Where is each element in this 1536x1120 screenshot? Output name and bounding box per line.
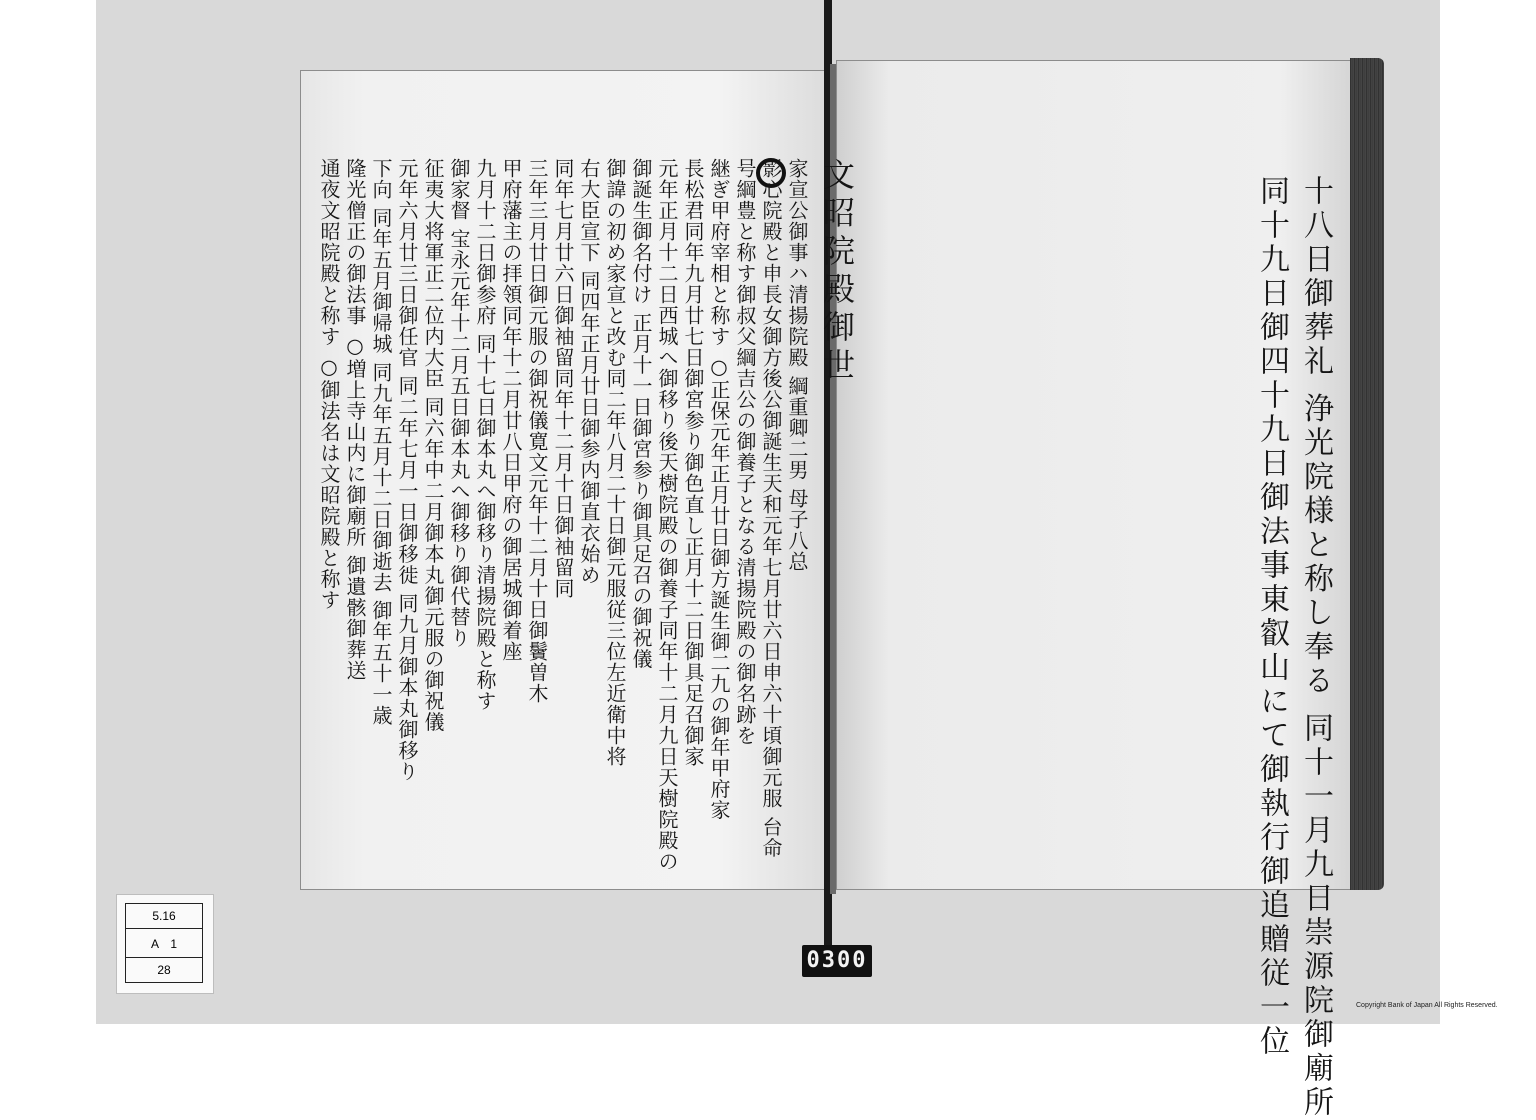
text-column: 御諱の初め家宣と改む同二年八月二十日御元服従三位左近衛中将	[603, 158, 627, 767]
text-column: 継ぎ甲府宰相と称す ○正保元年正月廿日御方誕生御二九の御年甲府家	[707, 158, 731, 821]
text-column: 号綱豊と称す御叔父綱吉公の御養子となる清揚院殿の御名跡を	[733, 158, 757, 746]
text-column: 御誕生御名付け 正月十一日御宮参り御具足召の御祝儀	[629, 158, 653, 670]
call-number-cell: 5.16	[126, 904, 203, 929]
text-column: 隆光僧正の御法事 ○増上寺山内に御廟所 御遺骸御葬送	[343, 158, 367, 681]
call-number-cell: A 1	[126, 928, 203, 958]
call-number-card	[116, 894, 214, 994]
left-page-text	[316, 158, 856, 878]
text-column: 御家督 宝永元年十二月五日御本丸へ御移り御代替り	[447, 158, 471, 649]
text-column: 甲府藩主の拝領同年十二月廿八日甲府の御居城御着座	[499, 158, 523, 662]
call-number-table	[125, 903, 203, 983]
text-column: 影心院殿と申長女御方後公御誕生天和元年七月廿六日申六十頃御元服 台命	[759, 158, 783, 859]
text-column: 元年六月廿三日御任官 同二年七月一日御移徙 同九月御本丸御移り	[395, 158, 419, 782]
section-title: 文昭院殿御世	[818, 158, 856, 386]
text-column: 三年三月廿日御元服の御祝儀寛文元年十二月十日御鬢曽木	[525, 158, 549, 704]
text-column: 下向 同年五月御帰城 同九年五月十二日御逝去 御年五十一歳	[369, 158, 393, 727]
call-number-cell: 28	[126, 958, 203, 983]
right-page-text	[1240, 175, 1333, 1120]
text-column: 長松君同年九月廿七日御宮参り御色直し正月十二日御具足召御家	[681, 158, 705, 767]
text-column: 同十九日御四十九日御法事東叡山にて御執行御追贈従一位	[1254, 175, 1289, 1059]
text-column: 同年七月廿六日御袖留同年十二月十日御袖留同	[551, 158, 575, 599]
text-column: 十八日御葬礼 浄光院様と称し奉る 同十一月九日崇源院御廟所	[1298, 175, 1333, 1120]
text-column: 征夷大将軍正二位内大臣 同六年中二月御本丸御元服の御祝儀	[421, 158, 445, 733]
text-column: 通夜文昭院殿と称す ○御法名は文昭院殿と称す	[317, 158, 341, 611]
frame-counter: 0300	[802, 945, 872, 977]
text-column: 九月十二日御参府 同十七日御本丸へ御移り清揚院殿と称す	[473, 158, 497, 712]
text-column: 家宣公御事ハ清揚院殿 綱重卿二男 母子八总	[785, 158, 809, 572]
text-column: 元年正月十二日西城へ御移り後天樹院殿の御養子同年十二月九日天樹院殿の	[655, 158, 679, 872]
page-edges	[1350, 58, 1384, 890]
copyright-notice: Copyright Bank of Japan All Rights Reserved.	[1356, 1002, 1498, 1009]
text-column: 右大臣宣下 同四年正月廿日御参内御直衣始め	[577, 158, 601, 586]
